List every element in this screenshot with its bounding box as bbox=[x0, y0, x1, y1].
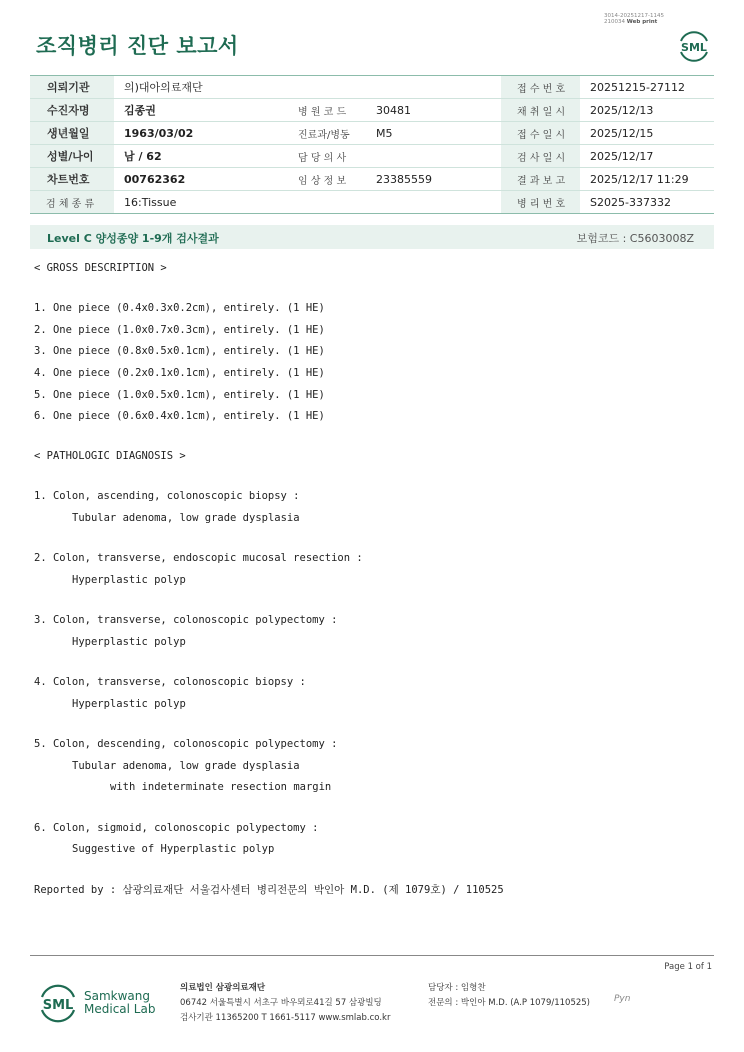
received-date-value: 2025/12/15 bbox=[580, 122, 714, 145]
chart-number-label: 차트번호 bbox=[30, 168, 114, 191]
signature: Pyn bbox=[614, 994, 631, 1004]
collection-date-label: 채 취 일 시 bbox=[501, 99, 580, 122]
diagnosis-result: Suggestive of Hyperplastic polyp bbox=[72, 843, 275, 855]
accession-number-value: 20251215-27112 bbox=[580, 76, 714, 99]
pathology-number-label: 병 리 번 호 bbox=[501, 191, 580, 214]
info-row bbox=[30, 168, 714, 191]
diagnosis-note: with indeterminate resection margin bbox=[110, 781, 332, 793]
sex-age-label: 성별/나이 bbox=[30, 145, 114, 168]
collection-date-value: 2025/12/13 bbox=[580, 99, 714, 122]
reported-by: Reported by : 삼광의료재단 서울검사센터 병리전문의 박인아 M.D. (제 1079호) / 110525 bbox=[34, 884, 504, 896]
gross-item: 3. One piece (0.8x0.5x0.1cm), entirely. (1 HE) bbox=[34, 345, 325, 357]
diagnosis-site: 5. Colon, descending, colonoscopic polypectomy : bbox=[34, 738, 338, 750]
insurance-code: 보험코드 : C5603008Z bbox=[576, 232, 694, 245]
diagnosis-site: 1. Colon, ascending, colonoscopic biopsy : bbox=[34, 490, 300, 502]
sml-footer-logo-icon bbox=[36, 980, 80, 1024]
received-date-label: 접 수 일 시 bbox=[501, 122, 580, 145]
clinical-info-value: 23385559 bbox=[366, 168, 501, 191]
patient-info-table bbox=[30, 75, 714, 214]
department-value: M5 bbox=[366, 122, 501, 145]
print-code: 3014-20251217-1145 bbox=[604, 13, 664, 19]
corporation-address: 06742 서울특별시 서초구 바우뫼로41길 57 삼광빌딩 bbox=[180, 998, 382, 1008]
corporation-contact: 검사기관 11365200 T 1661-5117 www.smlab.co.kr bbox=[180, 1013, 391, 1023]
diagnosis-site: 3. Colon, transverse, colonoscopic polypectomy : bbox=[34, 614, 338, 626]
gross-item: 4. One piece (0.2x0.1x0.1cm), entirely. (1 HE) bbox=[34, 367, 325, 379]
test-date-label: 검 사 일 시 bbox=[501, 145, 580, 168]
print-meta bbox=[604, 13, 664, 25]
test-date-value: 2025/12/17 bbox=[580, 145, 714, 168]
info-row bbox=[30, 76, 714, 99]
gross-description-header: < GROSS DESCRIPTION > bbox=[34, 262, 167, 274]
logo-text: SML bbox=[681, 41, 707, 54]
print-code-2: 210034 Web print bbox=[604, 19, 658, 25]
gross-item: 1. One piece (0.4x0.3x0.2cm), entirely. (1 HE) bbox=[34, 302, 325, 314]
hospital-code-value: 30481 bbox=[366, 99, 501, 122]
brand-line-2: Medical Lab bbox=[84, 1002, 156, 1016]
brand-line-1: Samkwang bbox=[84, 989, 150, 1003]
gross-item: 5. One piece (1.0x0.5x0.1cm), entirely. (1 HE) bbox=[34, 389, 325, 401]
staff-info bbox=[428, 981, 590, 1011]
web-print-label: Web print bbox=[626, 19, 658, 25]
department-label: 진료과/병동 bbox=[282, 122, 366, 145]
test-level-title: Level C 양성종양 1-9개 검사결과 bbox=[47, 232, 219, 245]
physician-label: 담 당 의 사 bbox=[282, 145, 366, 168]
birth-date-label: 생년월일 bbox=[30, 122, 114, 145]
diagnosis-result: Tubular adenoma, low grade dysplasia bbox=[72, 760, 300, 772]
test-result-bar bbox=[30, 225, 714, 249]
requesting-institution-label: 의뢰기관 bbox=[30, 76, 114, 99]
info-row bbox=[30, 191, 714, 214]
diagnosis-result: Hyperplastic polyp bbox=[72, 636, 186, 648]
diagnosis-site: 4. Colon, transverse, colonoscopic biopsy : bbox=[34, 676, 306, 688]
specimen-type-label: 검 체 종 류 bbox=[30, 191, 114, 214]
diagnosis-result: Tubular adenoma, low grade dysplasia bbox=[72, 512, 300, 524]
patient-name-value: 김종권 bbox=[114, 99, 282, 122]
patient-name-label: 수진자명 bbox=[30, 99, 114, 122]
pathology-number-value: S2025-337332 bbox=[580, 191, 714, 214]
corporation-name: 의료법인 삼광의료재단 bbox=[180, 983, 266, 993]
info-row bbox=[30, 99, 714, 122]
report-date-label: 결 과 보 고 bbox=[501, 168, 580, 191]
chart-number-value: 00762362 bbox=[114, 168, 282, 191]
footer-divider bbox=[30, 955, 714, 956]
accession-number-label: 접 수 번 호 bbox=[501, 76, 580, 99]
gross-item: 6. One piece (0.6x0.4x0.1cm), entirely. (1 HE) bbox=[34, 410, 325, 422]
physician-value bbox=[366, 145, 501, 168]
sml-logo-icon bbox=[676, 27, 712, 63]
hospital-code-label: 병 원 코 드 bbox=[282, 99, 366, 122]
corporation-info bbox=[180, 981, 390, 1026]
diagnosis-result: Hyperplastic polyp bbox=[72, 698, 186, 710]
info-row bbox=[30, 145, 714, 168]
page-number: Page 1 of 1 bbox=[664, 962, 712, 972]
gross-item: 2. One piece (1.0x0.7x0.3cm), entirely. (1 HE) bbox=[34, 324, 325, 336]
footer-logo-text: SML bbox=[42, 998, 74, 1013]
brand-name bbox=[84, 990, 155, 1016]
staff-in-charge: 담당자 : 임형찬 bbox=[428, 983, 486, 993]
clinical-info-label: 임 상 정 보 bbox=[282, 168, 366, 191]
specimen-type-value: 16:Tissue bbox=[114, 191, 501, 214]
diagnosis-site: 2. Colon, transverse, endoscopic mucosal resection : bbox=[34, 552, 363, 564]
info-row bbox=[30, 122, 714, 145]
requesting-institution-value: 의)대아의료재단 bbox=[114, 76, 501, 99]
report-date-value: 2025/12/17 11:29 bbox=[580, 168, 714, 191]
sex-age-value: 남 / 62 bbox=[114, 145, 282, 168]
birth-date-value: 1963/03/02 bbox=[114, 122, 282, 145]
page-title: 조직병리 진단 보고서 bbox=[36, 34, 239, 58]
diagnosis-site: 6. Colon, sigmoid, colonoscopic polypectomy : bbox=[34, 822, 319, 834]
diagnosis-result: Hyperplastic polyp bbox=[72, 574, 186, 586]
pathologic-diagnosis-header: < PATHOLOGIC DIAGNOSIS > bbox=[34, 450, 186, 462]
specialist: 전문의 : 박인아 M.D. (A.P 1079/110525) bbox=[428, 998, 590, 1008]
